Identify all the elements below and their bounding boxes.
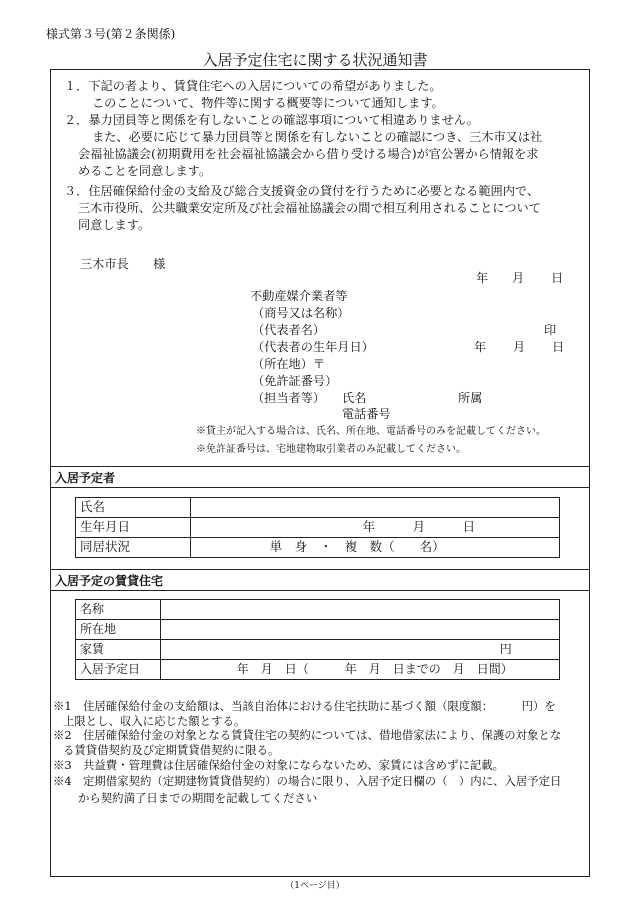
tenant-birth-field[interactable]: 年 月 日 — [190, 518, 559, 538]
housing-location-label: 所在地 — [76, 620, 161, 640]
tenant-table — [75, 497, 560, 558]
form-number: 様式第３号(第２条関係) — [46, 27, 176, 41]
rep-birth-month-label: 月 — [513, 340, 526, 354]
note-4-line-1: ※4 定期借家契約（定期建物賃貸借契約）の場合に限り、入居予定日欄の（ ）内に、入居予定日 — [53, 774, 562, 788]
document-title: 入居予定住宅に関する状況通知書 — [202, 51, 428, 69]
seal-mark: 印 — [544, 323, 557, 337]
agent-note-1: ※貸主が記入する場合は、氏名、所在地、電話番号のみを記載してください。 — [196, 426, 546, 437]
note-1-line-1: ※1 住居確保給付金の支給額は、当該自治体における住宅扶助に基づく額（限度額： 円）を — [53, 699, 556, 713]
table-row — [76, 640, 560, 660]
tenant-section-heading: 入居予定者 — [55, 471, 116, 485]
page-number: （1ページ目） — [285, 881, 345, 891]
agent-address-label: （所在地）〒 — [252, 357, 326, 371]
housing-table — [75, 599, 560, 680]
table-row — [76, 620, 560, 640]
note-4-line-2: から契約満了日までの期間を記載してください — [78, 791, 318, 805]
consent-line-4: また、必要に応じて暴力団員等と関係を有しないことの確認につき、三木市又は社 — [92, 130, 543, 144]
agent-note-2: ※免許証番号は、宅地建物取引業者のみ記載してください。 — [196, 444, 466, 455]
rep-birth-day-label: 日 — [552, 340, 565, 354]
note-2-line-2: る賃貸借契約及び定期賃貸借契約に限る。 — [63, 743, 280, 757]
date-month-label: 月 — [512, 271, 525, 285]
agent-representative-label: （代表者名） — [252, 323, 326, 337]
consent-line-5: 会福祉協議会(初期費用を社会福祉協議会から借り受ける場合)が官公署から情報を求 — [78, 147, 539, 161]
agent-person-in-charge-label: （担当者等） — [252, 391, 326, 405]
agent-heading: 不動産媒介業者等 — [250, 289, 348, 303]
agent-trade-name-label: （商号又は名称） — [252, 306, 350, 320]
tenant-birth-label: 生年月日 — [76, 518, 191, 538]
consent-line-1: １．下記の者より、賃貸住宅への入居についての希望がありました。 — [64, 79, 442, 93]
section-divider-tenant — [50, 466, 590, 467]
agent-phone-label: 電話番号 — [342, 407, 391, 421]
addressee: 三木市長 様 — [80, 257, 166, 271]
housing-rent-label: 家賃 — [76, 640, 161, 660]
housing-heading-underline — [50, 590, 590, 591]
tenant-heading-underline — [50, 487, 590, 488]
date-day-label: 日 — [551, 271, 564, 285]
agent-affiliation-label: 所属 — [458, 391, 483, 405]
tenant-name-label: 氏名 — [76, 498, 191, 518]
date-year-label: 年 — [476, 271, 489, 285]
housing-rent-field[interactable]: 円 — [160, 640, 559, 660]
table-row — [76, 498, 560, 518]
agent-name-label: 氏名 — [342, 391, 367, 405]
consent-line-6: めることを同意します。 — [78, 164, 212, 178]
table-row — [76, 600, 560, 620]
section-divider-housing — [50, 569, 590, 570]
table-row — [76, 538, 560, 558]
note-1-line-2: 上限とし、収入に応じた額とする。 — [63, 714, 246, 728]
note-3: ※3 共益費・管理費は住居確保給付金の対象にならないため、家賃には含めずに記載。 — [53, 758, 505, 772]
tenant-household-label: 同居状況 — [76, 538, 191, 558]
housing-location-field[interactable] — [160, 620, 559, 640]
table-row — [76, 518, 560, 538]
tenant-household-field[interactable]: 単 身 ・ 複 数（ 名） — [190, 538, 559, 558]
consent-line-7: ３．住居確保給付金の支給及び総合支援資金の貸付を行うために必要となる範囲内で、 — [64, 184, 540, 198]
housing-section-heading: 入居予定の賃貸住宅 — [55, 574, 164, 588]
housing-move-in-label: 入居予定日 — [76, 660, 161, 680]
consent-line-2: このことについて、物件等に関する概要等について通知します。 — [92, 96, 444, 110]
housing-move-in-field[interactable]: 年 月 日（ 年 月 日までの 月 日間） — [160, 660, 559, 680]
agent-license-label: （免許証番号） — [252, 374, 338, 388]
housing-name-label: 名称 — [76, 600, 161, 620]
agent-rep-birth-label: （代表者の生年月日） — [252, 340, 374, 354]
consent-line-9: 同意します。 — [78, 218, 151, 232]
consent-line-8: 三木市役所、公共職業安定所及び社会福祉協議会の間で相互利用されることについて — [78, 201, 541, 215]
housing-name-field[interactable] — [160, 600, 559, 620]
tenant-name-field[interactable] — [190, 498, 559, 518]
table-row — [76, 660, 560, 680]
rep-birth-year-label: 年 — [474, 340, 487, 354]
note-2-line-1: ※2 住居確保給付金の対象となる賃貸住宅の契約については、借地借家法により、保護の対象とな — [53, 728, 562, 742]
consent-line-3: ２．暴力団員等と関係を有しないことの確認事項について相違ありません。 — [64, 113, 479, 127]
